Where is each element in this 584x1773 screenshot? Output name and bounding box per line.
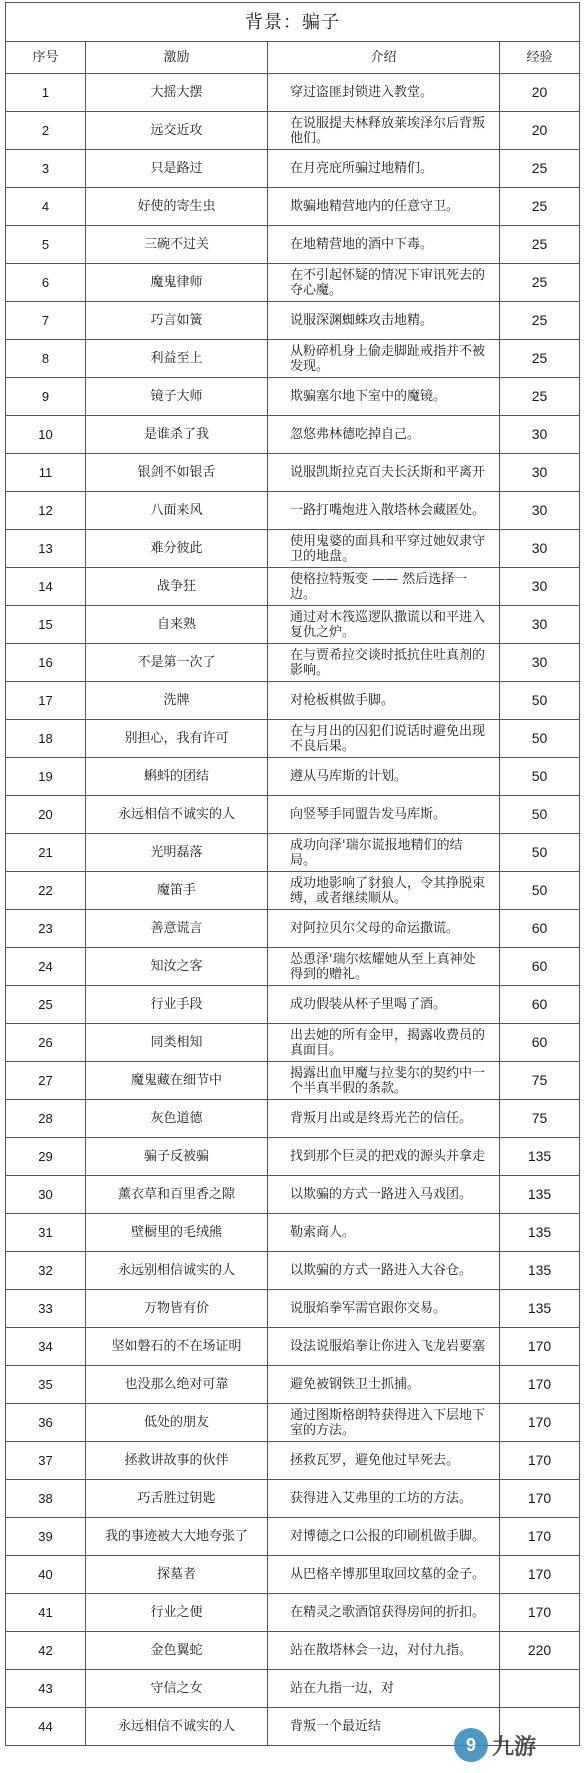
row-description: 从巴格辛博那里取回坟墓的金子。 bbox=[268, 1556, 500, 1594]
row-number: 8 bbox=[6, 340, 86, 378]
row-experience: 50 bbox=[500, 834, 580, 872]
table-row bbox=[6, 1290, 580, 1328]
row-number: 44 bbox=[6, 1708, 86, 1746]
row-achievement-name: 探墓者 bbox=[86, 1556, 268, 1594]
row-achievement-name: 巧舌胜过钥匙 bbox=[86, 1480, 268, 1518]
row-experience: 50 bbox=[500, 720, 580, 758]
row-achievement-name: 魔鬼律师 bbox=[86, 264, 268, 302]
table-row bbox=[6, 1138, 580, 1176]
row-achievement-name: 难分彼此 bbox=[86, 530, 268, 568]
header-name: 激励 bbox=[86, 42, 268, 74]
row-description: 通过图斯格朗特获得进入下层地下室的方法。 bbox=[268, 1404, 500, 1442]
table-row bbox=[6, 834, 580, 872]
row-number: 33 bbox=[6, 1290, 86, 1328]
row-description: 获得进入艾弗里的工坊的方法。 bbox=[268, 1480, 500, 1518]
row-description: 说服焰拳军需官跟你交易。 bbox=[268, 1290, 500, 1328]
row-achievement-name: 银剑不如银舌 bbox=[86, 454, 268, 492]
row-experience: 30 bbox=[500, 416, 580, 454]
row-number: 39 bbox=[6, 1518, 86, 1556]
row-achievement-name: 壁橱里的毛绒熊 bbox=[86, 1214, 268, 1252]
row-achievement-name: 永远别相信诚实的人 bbox=[86, 1252, 268, 1290]
row-experience: 60 bbox=[500, 1024, 580, 1062]
row-description: 设法说服焰拳让你进入飞龙岩要塞 bbox=[268, 1328, 500, 1366]
row-description: 对阿拉贝尔父母的命运撒谎。 bbox=[268, 910, 500, 948]
row-achievement-name: 行业之便 bbox=[86, 1594, 268, 1632]
row-description: 在月亮庇所骗过地精们。 bbox=[268, 150, 500, 188]
row-experience: 25 bbox=[500, 150, 580, 188]
row-number: 34 bbox=[6, 1328, 86, 1366]
row-achievement-name: 善意谎言 bbox=[86, 910, 268, 948]
table-row bbox=[6, 1670, 580, 1708]
row-description: 成功向泽'瑞尔谎报地精们的结局。 bbox=[268, 834, 500, 872]
row-description: 一路打嘴炮进入散塔林会藏匿处。 bbox=[268, 492, 500, 530]
table-row bbox=[6, 1518, 580, 1556]
table-row bbox=[6, 302, 580, 340]
row-description: 找到那个巨灵的把戏的源头并拿走 bbox=[268, 1138, 500, 1176]
row-number: 9 bbox=[6, 378, 86, 416]
row-description: 以欺骗的方式一路进入马戏团。 bbox=[268, 1176, 500, 1214]
title-row bbox=[6, 3, 580, 42]
row-description: 勒索商人。 bbox=[268, 1214, 500, 1252]
row-achievement-name: 战争狂 bbox=[86, 568, 268, 606]
row-number: 20 bbox=[6, 796, 86, 834]
row-description: 对博德之口公报的印刷机做手脚。 bbox=[268, 1518, 500, 1556]
table-title: 背景：骗子 bbox=[6, 3, 580, 42]
row-description: 说服凯斯拉克百夫长沃斯和平离开 bbox=[268, 454, 500, 492]
achievement-sheet bbox=[5, 2, 579, 1746]
row-description: 从粉碎机身上偷走脚趾戒指并不被发现。 bbox=[268, 340, 500, 378]
table-row bbox=[6, 150, 580, 188]
watermark-logo-icon: 9 bbox=[454, 1728, 488, 1762]
row-number: 13 bbox=[6, 530, 86, 568]
row-experience: 30 bbox=[500, 492, 580, 530]
row-number: 38 bbox=[6, 1480, 86, 1518]
row-number: 40 bbox=[6, 1556, 86, 1594]
row-description: 背叛一个最近结 bbox=[268, 1708, 500, 1746]
row-description: 在说服提夫林释放莱埃泽尔后背叛他们。 bbox=[268, 112, 500, 150]
row-number: 5 bbox=[6, 226, 86, 264]
table-row bbox=[6, 1442, 580, 1480]
row-description: 在精灵之歌酒馆获得房间的折扣。 bbox=[268, 1594, 500, 1632]
row-number: 36 bbox=[6, 1404, 86, 1442]
row-achievement-name: 光明磊落 bbox=[86, 834, 268, 872]
row-number: 23 bbox=[6, 910, 86, 948]
row-achievement-name: 永远相信不诚实的人 bbox=[86, 1708, 268, 1746]
row-experience: 135 bbox=[500, 1214, 580, 1252]
row-number: 21 bbox=[6, 834, 86, 872]
row-number: 14 bbox=[6, 568, 86, 606]
row-achievement-name: 自来熟 bbox=[86, 606, 268, 644]
table-row bbox=[6, 1024, 580, 1062]
row-experience: 75 bbox=[500, 1062, 580, 1100]
table-row bbox=[6, 910, 580, 948]
row-achievement-name: 守信之女 bbox=[86, 1670, 268, 1708]
row-number: 43 bbox=[6, 1670, 86, 1708]
row-description: 通过对木筏巡逻队撒谎以和平进入复仇之炉。 bbox=[268, 606, 500, 644]
row-description: 向竖琴手同盟告发马库斯。 bbox=[268, 796, 500, 834]
row-experience: 170 bbox=[500, 1594, 580, 1632]
row-experience: 170 bbox=[500, 1518, 580, 1556]
row-achievement-name: 坚如磐石的不在场证明 bbox=[86, 1328, 268, 1366]
row-experience: 20 bbox=[500, 74, 580, 112]
table-row bbox=[6, 112, 580, 150]
site-watermark bbox=[454, 1725, 574, 1765]
row-experience: 220 bbox=[500, 1632, 580, 1670]
table-row bbox=[6, 188, 580, 226]
row-number: 28 bbox=[6, 1100, 86, 1138]
row-description: 穿过盗匪封锁进入教堂。 bbox=[268, 74, 500, 112]
table-row bbox=[6, 1062, 580, 1100]
row-number: 6 bbox=[6, 264, 86, 302]
table-body bbox=[6, 74, 580, 1746]
row-experience: 30 bbox=[500, 606, 580, 644]
row-number: 37 bbox=[6, 1442, 86, 1480]
row-description: 在地精营地的酒中下毒。 bbox=[268, 226, 500, 264]
row-achievement-name: 知汝之客 bbox=[86, 948, 268, 986]
row-experience: 170 bbox=[500, 1442, 580, 1480]
row-achievement-name: 别担心，我有许可 bbox=[86, 720, 268, 758]
row-achievement-name: 灰色道德 bbox=[86, 1100, 268, 1138]
row-number: 11 bbox=[6, 454, 86, 492]
table-row bbox=[6, 1366, 580, 1404]
table-row bbox=[6, 1594, 580, 1632]
row-achievement-name: 镜子大师 bbox=[86, 378, 268, 416]
row-description: 对枪板棋做手脚。 bbox=[268, 682, 500, 720]
row-description: 站在散塔林会一边，对付九指。 bbox=[268, 1632, 500, 1670]
row-experience: 50 bbox=[500, 796, 580, 834]
row-experience: 25 bbox=[500, 226, 580, 264]
table-row bbox=[6, 758, 580, 796]
table-row bbox=[6, 1404, 580, 1442]
row-achievement-name: 永远相信不诚实的人 bbox=[86, 796, 268, 834]
row-number: 29 bbox=[6, 1138, 86, 1176]
row-number: 27 bbox=[6, 1062, 86, 1100]
row-experience: 30 bbox=[500, 530, 580, 568]
row-achievement-name: 利益至上 bbox=[86, 340, 268, 378]
row-achievement-name: 是谁杀了我 bbox=[86, 416, 268, 454]
row-number: 24 bbox=[6, 948, 86, 986]
row-achievement-name: 行业手段 bbox=[86, 986, 268, 1024]
table-row bbox=[6, 720, 580, 758]
row-number: 17 bbox=[6, 682, 86, 720]
row-description: 欺骗塞尔地下室中的魔镜。 bbox=[268, 378, 500, 416]
table-row bbox=[6, 948, 580, 986]
row-achievement-name: 魔鬼藏在细节中 bbox=[86, 1062, 268, 1100]
table-row bbox=[6, 340, 580, 378]
row-description: 成功地影响了豺狼人，令其挣脱束缚，或者继续顺从。 bbox=[268, 872, 500, 910]
row-number: 26 bbox=[6, 1024, 86, 1062]
table-row bbox=[6, 568, 580, 606]
row-achievement-name: 金色翼蛇 bbox=[86, 1632, 268, 1670]
row-experience: 25 bbox=[500, 378, 580, 416]
header-row bbox=[6, 42, 580, 74]
row-achievement-name: 同类相知 bbox=[86, 1024, 268, 1062]
table-row bbox=[6, 986, 580, 1024]
row-experience: 170 bbox=[500, 1556, 580, 1594]
row-description: 避免被钢铁卫士抓捕。 bbox=[268, 1366, 500, 1404]
row-experience: 135 bbox=[500, 1252, 580, 1290]
table-row bbox=[6, 226, 580, 264]
row-description: 出去她的所有金甲，揭露收费员的真面目。 bbox=[268, 1024, 500, 1062]
row-number: 30 bbox=[6, 1176, 86, 1214]
row-description: 以欺骗的方式一路进入大谷仓。 bbox=[268, 1252, 500, 1290]
table-row bbox=[6, 1328, 580, 1366]
row-description: 说服深渊蜘蛛攻击地精。 bbox=[268, 302, 500, 340]
row-experience: 135 bbox=[500, 1138, 580, 1176]
table-row bbox=[6, 264, 580, 302]
row-experience: 25 bbox=[500, 264, 580, 302]
row-experience: 135 bbox=[500, 1290, 580, 1328]
table-row bbox=[6, 378, 580, 416]
row-achievement-name: 万物皆有价 bbox=[86, 1290, 268, 1328]
table-row bbox=[6, 606, 580, 644]
row-experience: 60 bbox=[500, 948, 580, 986]
row-achievement-name: 好使的寄生虫 bbox=[86, 188, 268, 226]
row-achievement-name: 蝌蚪的团结 bbox=[86, 758, 268, 796]
row-experience: 60 bbox=[500, 986, 580, 1024]
header-exp: 经验 bbox=[500, 42, 580, 74]
row-achievement-name: 低处的朋友 bbox=[86, 1404, 268, 1442]
table-row bbox=[6, 492, 580, 530]
row-number: 15 bbox=[6, 606, 86, 644]
row-achievement-name: 三碗不过关 bbox=[86, 226, 268, 264]
achievement-table bbox=[5, 2, 580, 1746]
row-achievement-name: 也没那么绝对可靠 bbox=[86, 1366, 268, 1404]
row-experience: 135 bbox=[500, 1176, 580, 1214]
row-achievement-name: 我的事迹被大大地夸张了 bbox=[86, 1518, 268, 1556]
table-row bbox=[6, 530, 580, 568]
table-row bbox=[6, 1214, 580, 1252]
table-row bbox=[6, 416, 580, 454]
row-description: 成功假装从杯子里喝了酒。 bbox=[268, 986, 500, 1024]
table-row bbox=[6, 1556, 580, 1594]
table-row bbox=[6, 796, 580, 834]
watermark-text: 九游 bbox=[492, 1733, 537, 1759]
row-number: 22 bbox=[6, 872, 86, 910]
row-number: 7 bbox=[6, 302, 86, 340]
row-number: 25 bbox=[6, 986, 86, 1024]
header-no: 序号 bbox=[6, 42, 86, 74]
table-row bbox=[6, 74, 580, 112]
row-number: 35 bbox=[6, 1366, 86, 1404]
row-description: 在与月出的囚犯们说话时避免出现不良后果。 bbox=[268, 720, 500, 758]
row-achievement-name: 魔笛手 bbox=[86, 872, 268, 910]
row-description: 忽悠弗林德吃掉自己。 bbox=[268, 416, 500, 454]
row-experience bbox=[500, 1670, 580, 1708]
row-number: 41 bbox=[6, 1594, 86, 1632]
row-description: 在不引起怀疑的情况下审讯死去的夺心魔。 bbox=[268, 264, 500, 302]
row-experience: 170 bbox=[500, 1366, 580, 1404]
row-experience: 20 bbox=[500, 112, 580, 150]
row-experience: 25 bbox=[500, 188, 580, 226]
table-row bbox=[6, 1252, 580, 1290]
row-achievement-name: 大摇大摆 bbox=[86, 74, 268, 112]
row-experience: 50 bbox=[500, 682, 580, 720]
row-experience: 30 bbox=[500, 454, 580, 492]
row-experience: 25 bbox=[500, 340, 580, 378]
row-description: 站在九指一边，对 bbox=[268, 1670, 500, 1708]
table-row bbox=[6, 454, 580, 492]
row-description: 使用鬼婆的面具和平穿过她奴隶守卫的地盘。 bbox=[268, 530, 500, 568]
row-experience: 170 bbox=[500, 1328, 580, 1366]
row-achievement-name: 不是第一次了 bbox=[86, 644, 268, 682]
row-experience: 30 bbox=[500, 568, 580, 606]
row-experience: 170 bbox=[500, 1480, 580, 1518]
row-experience: 50 bbox=[500, 872, 580, 910]
row-description: 背叛月出或是终焉光芒的信任。 bbox=[268, 1100, 500, 1138]
row-number: 12 bbox=[6, 492, 86, 530]
row-number: 32 bbox=[6, 1252, 86, 1290]
row-number: 18 bbox=[6, 720, 86, 758]
row-number: 3 bbox=[6, 150, 86, 188]
row-number: 16 bbox=[6, 644, 86, 682]
row-achievement-name: 只是路过 bbox=[86, 150, 268, 188]
row-number: 2 bbox=[6, 112, 86, 150]
row-experience: 170 bbox=[500, 1404, 580, 1442]
row-number: 4 bbox=[6, 188, 86, 226]
row-experience: 30 bbox=[500, 644, 580, 682]
row-achievement-name: 骗子反被骗 bbox=[86, 1138, 268, 1176]
row-achievement-name: 八面来风 bbox=[86, 492, 268, 530]
row-achievement-name: 远交近攻 bbox=[86, 112, 268, 150]
row-number: 42 bbox=[6, 1632, 86, 1670]
row-description: 怂恿泽'瑞尔炫耀她从至上真神处得到的赠礼。 bbox=[268, 948, 500, 986]
row-number: 31 bbox=[6, 1214, 86, 1252]
table-row bbox=[6, 1100, 580, 1138]
row-achievement-name: 洗牌 bbox=[86, 682, 268, 720]
table-row bbox=[6, 1632, 580, 1670]
row-description: 拯救瓦罗，避免他过早死去。 bbox=[268, 1442, 500, 1480]
row-achievement-name: 巧言如簧 bbox=[86, 302, 268, 340]
row-description: 在与贾希拉交谈时抵抗住吐真剂的影响。 bbox=[268, 644, 500, 682]
table-row bbox=[6, 1176, 580, 1214]
row-experience: 25 bbox=[500, 302, 580, 340]
table-row bbox=[6, 644, 580, 682]
row-description: 揭露出血甲魔与拉斐尔的契约中一个半真半假的条款。 bbox=[268, 1062, 500, 1100]
table-row bbox=[6, 682, 580, 720]
row-achievement-name: 薰衣草和百里香之隙 bbox=[86, 1176, 268, 1214]
header-desc: 介绍 bbox=[268, 42, 500, 74]
table-row bbox=[6, 872, 580, 910]
row-number: 10 bbox=[6, 416, 86, 454]
row-description: 使格拉特叛变 —— 然后选择一边。 bbox=[268, 568, 500, 606]
row-achievement-name: 拯救讲故事的伙伴 bbox=[86, 1442, 268, 1480]
row-experience: 50 bbox=[500, 758, 580, 796]
row-experience: 60 bbox=[500, 910, 580, 948]
row-description: 欺骗地精营地内的任意守卫。 bbox=[268, 188, 500, 226]
row-experience: 75 bbox=[500, 1100, 580, 1138]
row-number: 19 bbox=[6, 758, 86, 796]
row-number: 1 bbox=[6, 74, 86, 112]
row-description: 遵从马库斯的计划。 bbox=[268, 758, 500, 796]
table-row bbox=[6, 1480, 580, 1518]
